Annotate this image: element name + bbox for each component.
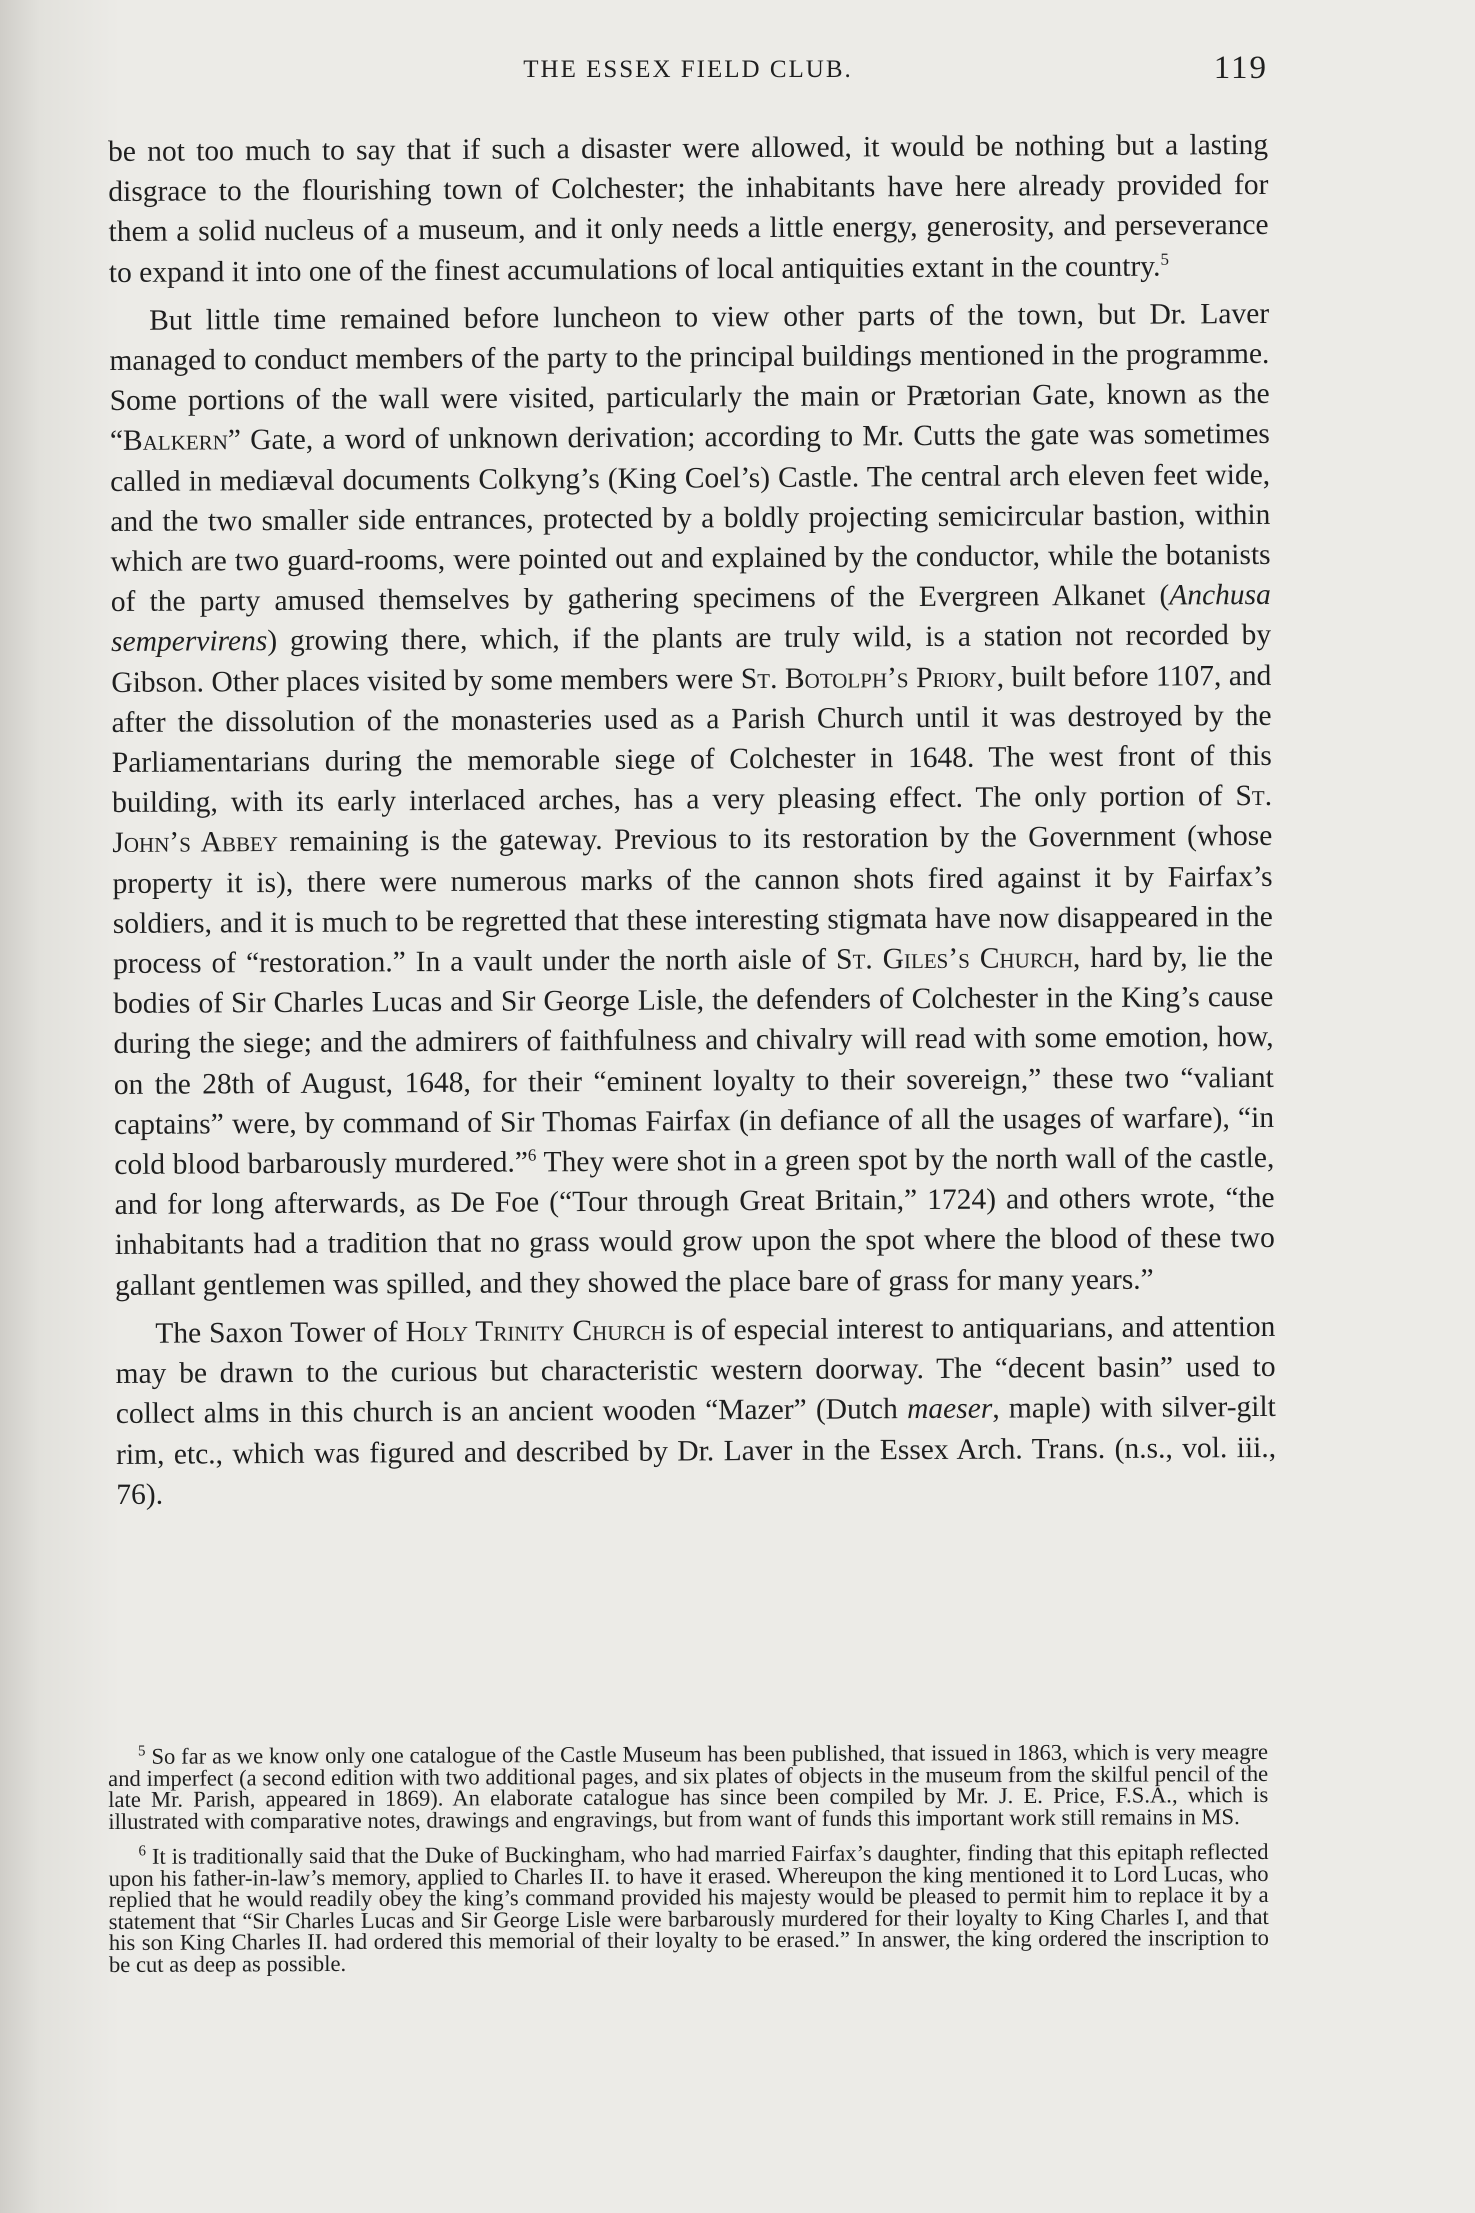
footnote-number: 6 (138, 1843, 146, 1860)
paragraph-text: , maple) with silver-gilt rim, etc., which was figured and described by Dr. Laver in the Essex Arch. Trans. (n.s., vol. iii., 76). (115, 1391, 1277, 1511)
place-name-st-johns-abbey: St. John’s Abbey (112, 780, 1273, 860)
species-name: Anchusa sempervirens (111, 579, 1271, 659)
dutch-word: maeser (906, 1392, 993, 1426)
paragraph-text: But little time remained before luncheon to view other parts of the town, but Dr. Laver managed to conduct members of the party to the principal buildings mentioned in the programme. Some portions of the wall were visited, particularly the main or Prætorian Gate, known as the “ (109, 297, 1270, 458)
place-name-balkern: Balkern (122, 424, 228, 458)
footnote-reference-5: 5 (1160, 249, 1169, 269)
paragraph-text: , hard by, lie the bodies of Sir Charles Lucas and Sir George Lisle, the defenders of Colchester in the King’s cause during the siege; and the admirers of faithfulness and chivalry will read with some emotion, how, on the 28th of August, 1648, for their “eminent loyalty to their sovereign,” these two “valiant captains” were, by command of Sir Thomas Fairfax (in defiance of all the usages of warfare), “in cold blood barbarously murdered.” (113, 940, 1275, 1182)
paragraph-text: The Saxon Tower of (155, 1316, 406, 1350)
footnote-6 (108, 1838, 1269, 1977)
paragraph-text: ” Gate, a word of unknown derivation; according to Mr. Cutts the gate was sometimes called in mediæval documents Colkyng’s (King Coel’s) Castle. The central arch eleven feet wide, and the two smaller side entrances, protected by a boldly projecting semicircular bastion, within which are two guard-rooms, were pointed out and explained by the conductor, while the botanists of the party amused themselves by gathering specimens of the Evergreen Alkanet ( (110, 418, 1271, 619)
paragraph-text: remaining is the gateway. Previous to its restoration by the Government (whose property it is), there were numerous marks of the cannon shots fired against it by Fairfax’s soldiers, and it is much to be regretted that these interesting stigmata have now disappeared in the process of “restoration.” In a vault under the north aisle of (112, 820, 1273, 981)
footnote-reference-6: 6 (527, 1145, 537, 1165)
footnote-5 (108, 1738, 1269, 1834)
paragraph-text: , built before 1107, and after the dissolution of the monasteries used as a Parish Church until it was destroyed by the Parliamentarians during the memorable siege of Colchester in 1648. The west front of this building, with its early interlaced arches, has a very pleasing effect. The only portion of (111, 659, 1272, 820)
footnotes (108, 1738, 1269, 1989)
paragraph-town-visit (109, 294, 1275, 1306)
paragraph-text: ) growing there, which, if the plants are truly wild, is a station not recorded by Gibson. Other places visited by some members were (111, 619, 1272, 699)
paragraph-holy-trinity (115, 1307, 1276, 1515)
paragraph-text: is of especial interest to antiquarians, and attention may be drawn to the curious but characteristic western doorway. The “decent basin” used to collect alms in this church is an ancient wooden “Mazer” (Dutch (115, 1310, 1276, 1431)
page-header (108, 50, 1268, 100)
paragraph-text: be not too much to say that if such a disaster were allowed, it would be nothing but a lasting disgrace to the flourishing town of Colchester; the inhabitants have here already provided for them a solid nucleus of a museum, and it only needs a little energy, generosity, and perseverance to expand it into one of the finest accumulations of local antiquities extant in the country. (108, 128, 1269, 289)
place-name-st-giles-church: St. Giles’s Church (836, 942, 1074, 976)
footnote-number: 5 (137, 1743, 146, 1760)
paragraph-text: They were shot in a green spot by the north wall of the castle, and for long afterwards, as De Foe (“Tour through Great Britain,” 1724) and others wrote, “the inhabitants had a tradition that no grass would grow upon the spot where the blood of these two gallant gentlemen was spilled, and they showed the place bare of grass for many years.” (114, 1141, 1275, 1302)
place-name-holy-trinity-church: Holy Trinity Church (405, 1314, 666, 1349)
body-text (108, 125, 1276, 1515)
place-name-st-botolphs-priory: St. Botolph’s Priory (740, 661, 997, 695)
footnote-text: So far as we know only one catalogue of the Castle Museum has been published, that issued in 1863, which is very meagre and imperfect (a second edition with two additional pages, and six plates of objects in the museum from the skilful pencil of the late Mr. Parish, appeared in 1869). An elaborate catalogue has since been compiled by Mr. J. E. Price, F.S.A., which is illustrated with comparative notes, drawings and engravings, but from want of funds this important work still remains in MS. (108, 1738, 1269, 1834)
page-number: 119 (1213, 50, 1268, 86)
running-head: THE ESSEX FIELD CLUB. (523, 56, 853, 83)
paragraph-museum (108, 125, 1269, 293)
footnote-text: It is traditionally said that the Duke of Buckingham, who had married Fairfax’s daughter, finding that this epitaph reflected upon his father-in-law’s memory, applied to Charles II. to have it erased. Whereupon the king mentioned it to Lord Lucas, who replied that he would readily obey the king’s command provided his majesty would be pleased to permit him to replace it by a statement that “Sir Charles Lucas and Sir George Lisle were barbarously murdered for their loyalty to King Charles I, and that his son King Charles II. had ordered this memorial of their loyalty to be erased.” In answer, the king ordered the inscription to be cut as deep as possible. (108, 1838, 1269, 1977)
